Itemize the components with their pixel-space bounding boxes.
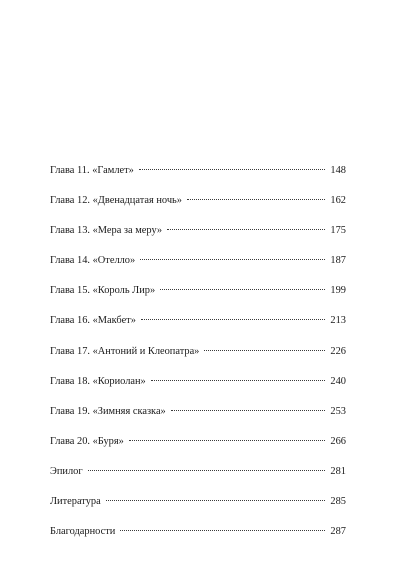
table-of-contents: [50, 164, 346, 555]
toc-dot-leader: [171, 410, 326, 411]
toc-entry: [50, 495, 346, 525]
toc-entry: [50, 284, 346, 314]
toc-entry: [50, 314, 346, 344]
toc-entry-title: Глава 16. «Макбет»: [50, 315, 136, 327]
toc-entry: [50, 345, 346, 375]
toc-dot-leader: [151, 380, 326, 381]
toc-entry: [50, 164, 346, 194]
toc-entry: [50, 405, 346, 435]
toc-entry-title: Глава 14. «Отелло»: [50, 255, 136, 267]
toc-entry-title: Глава 11. «Гамлет»: [50, 165, 134, 176]
toc-entry: [50, 525, 346, 555]
toc-entry-page: 240: [330, 375, 346, 387]
toc-entry-page: 199: [330, 285, 346, 297]
toc-entry-title: Глава 12. «Двенадцатая ночь»: [50, 195, 182, 207]
toc-dot-leader: [160, 289, 325, 290]
toc-entry-title: Глава 17. «Антоний и Клеопатра»: [50, 345, 200, 357]
toc-entry-page: 226: [330, 345, 346, 357]
toc-entry-page: 148: [330, 165, 346, 176]
toc-entry-title: Глава 15. «Король Лир»: [50, 285, 156, 297]
toc-dot-leader: [167, 229, 325, 230]
toc-dot-leader: [129, 440, 326, 441]
toc-dot-leader: [88, 470, 326, 471]
toc-entry-page: 285: [330, 496, 346, 508]
toc-dot-leader: [187, 199, 325, 200]
toc-entry-page: 287: [330, 526, 346, 538]
toc-entry: [50, 224, 346, 254]
toc-entry-title: Эпилог: [50, 465, 83, 477]
toc-entry: [50, 375, 346, 405]
toc-dot-leader: [140, 259, 325, 260]
toc-entry-page: 213: [330, 315, 346, 327]
toc-entry: [50, 254, 346, 284]
toc-entry-page: 253: [330, 405, 346, 417]
toc-entry-title: Глава 20. «Буря»: [50, 435, 124, 447]
toc-entry-page: 162: [330, 195, 346, 207]
toc-entry-title: Глава 13. «Мера за меру»: [50, 225, 163, 237]
toc-entry-title: Глава 18. «Кориолан»: [50, 375, 146, 387]
toc-entry-page: 175: [330, 225, 346, 237]
toc-entry: [50, 465, 346, 495]
toc-entry-title: Благодарности: [50, 526, 116, 538]
toc-dot-leader: [106, 500, 326, 501]
toc-entry-page: 266: [330, 435, 346, 447]
toc-entry: [50, 435, 346, 465]
toc-dot-leader: [120, 530, 325, 531]
toc-dot-leader: [204, 350, 325, 351]
toc-entry-title: Литература: [50, 496, 101, 508]
toc-dot-leader: [141, 319, 325, 320]
toc-entry-page: 187: [330, 255, 346, 267]
toc-entry-title: Глава 19. «Зимняя сказка»: [50, 405, 166, 417]
toc-entry-page: 281: [330, 465, 346, 477]
toc-entry: [50, 194, 346, 224]
toc-dot-leader: [139, 169, 326, 170]
